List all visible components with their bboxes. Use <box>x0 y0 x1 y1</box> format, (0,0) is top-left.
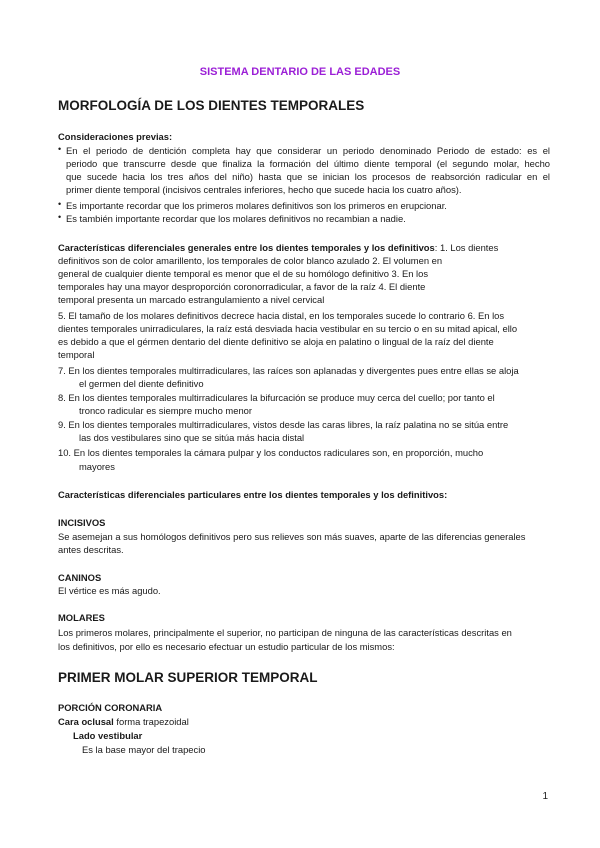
section-heading: MORFOLOGÍA DE LOS DIENTES TEMPORALES <box>58 98 365 113</box>
lado-vestibular-label: Lado vestibular <box>73 730 143 741</box>
molares-text: Los primeros molares, principalmente el superior, no participan de ninguna de las características descritas en <box>58 627 512 638</box>
incisivos-label: INCISIVOS <box>58 517 106 528</box>
incisivos-text: antes descritas. <box>58 544 124 555</box>
item-8-line: 8. En los dientes temporales multirradiculares la bifurcación se produce muy cerca del cuello; por tanto el <box>58 392 495 403</box>
general-line: : 1. Los dientes <box>434 242 499 253</box>
particular-label: Características diferenciales particulares entre los dientes temporales y los definitivos: <box>58 489 448 500</box>
bullet-marker: • <box>58 144 62 154</box>
general-label: Características diferenciales generales entre los dientes temporales y los definitivos <box>58 242 435 253</box>
cara-oclusal-label: Cara oclusal <box>58 716 114 727</box>
molares-text: los definitivos, por ello es necesario efectuar un estudio particular de los mismos: <box>58 641 395 652</box>
bullet-1-line: que sucede hacia los tres años del niño) hasta que se inician los procesos de reabsorción radicular en el <box>66 171 550 182</box>
item-9-line: 9. En los dientes temporales multirradiculares, vistos desde las caras libres, la raíz palatina no se sitúa entre <box>58 419 509 430</box>
bullet-marker: • <box>58 199 62 209</box>
section-heading: PRIMER MOLAR SUPERIOR TEMPORAL <box>58 670 318 685</box>
item-5-line: es debido a que el gérmen dentario del diente definitivo se aloja en palatino o lingual de la raíz del diente <box>58 336 494 347</box>
document-title: SISTEMA DENTARIO DE LAS EDADES <box>199 66 401 78</box>
cara-oclusal-text: forma trapezoidal <box>113 716 189 727</box>
bullet-3-text: Es también importante recordar que los molares definitivos no recambian a nadie. <box>66 213 406 224</box>
bullet-2-text: Es importante recordar que los primeros molares definitivos son los primeros en erupcionar. <box>66 200 447 211</box>
general-first-line <box>58 242 498 253</box>
item-10-line: mayores <box>79 461 115 472</box>
caninos-label: CANINOS <box>58 572 102 583</box>
item-7-line: el germen del diente definitivo <box>79 378 204 389</box>
item-5-line: 5. El tamaño de los molares definitivos decrece hacia distal, en los temporales sucede lo contrario 6. En los <box>58 310 505 321</box>
caninos-text: El vértice es más agudo. <box>58 585 161 596</box>
bullet-marker: • <box>58 212 62 222</box>
porcion-label: PORCIÓN CORONARIA <box>58 702 163 713</box>
considerations-label: Consideraciones previas: <box>58 131 173 142</box>
lado-vestibular-text: Es la base mayor del trapecio <box>82 744 206 755</box>
item-5-line: temporal <box>58 349 95 360</box>
general-line: definitivos son de color amarillento, los temporales de color blanco azulado 2. El volumen en <box>58 255 443 266</box>
general-line: temporal presenta un marcado estrangulamiento a nivel cervical <box>58 294 325 305</box>
incisivos-text: Se asemejan a sus homólogos definitivos pero sus relieves son más suaves, aparte de las diferencias generales <box>58 531 526 542</box>
item-7-line: 7. En los dientes temporales multirradiculares, las raíces son aplanadas y divergentes pues entre ellas se aloja <box>58 365 519 376</box>
molares-label: MOLARES <box>58 612 105 623</box>
cara-oclusal-line <box>58 716 189 727</box>
item-5-line: dientes temporales unirradiculares, la raíz está desviada hacia vestibular en su tercio o en su mitad apical, ello <box>58 323 518 334</box>
item-9-line: las dos vestibulares sino que se sitúa más hacia distal <box>79 432 305 443</box>
bullet-1-line: primer diente temporal (incisivos centrales inferiores, hecho que sucede hacia los cuatro años). <box>66 184 462 195</box>
general-line: general de cualquier diente temporal es menor que el de su homólogo definitivo 3. En los <box>58 268 429 279</box>
bullet-1-line: periodo que transcurre desde que finaliza la formación del último diente temporal (el segundo molar, hecho <box>66 158 550 169</box>
page-number: 1 <box>542 791 548 802</box>
general-line: temporales hay una mayor desproporción coronorradicular, a favor de la raíz 4. El diente <box>58 281 426 292</box>
item-8-line: tronco radicular es siempre mucho menor <box>79 405 252 416</box>
item-10-line: 10. En los dientes temporales la cámara pulpar y los conductos radiculares son, en proporción, mucho <box>58 447 484 458</box>
bullet-1-line: En el periodo de dentición completa hay que considerar un periodo denominado Periodo de estado: es el <box>66 145 550 156</box>
